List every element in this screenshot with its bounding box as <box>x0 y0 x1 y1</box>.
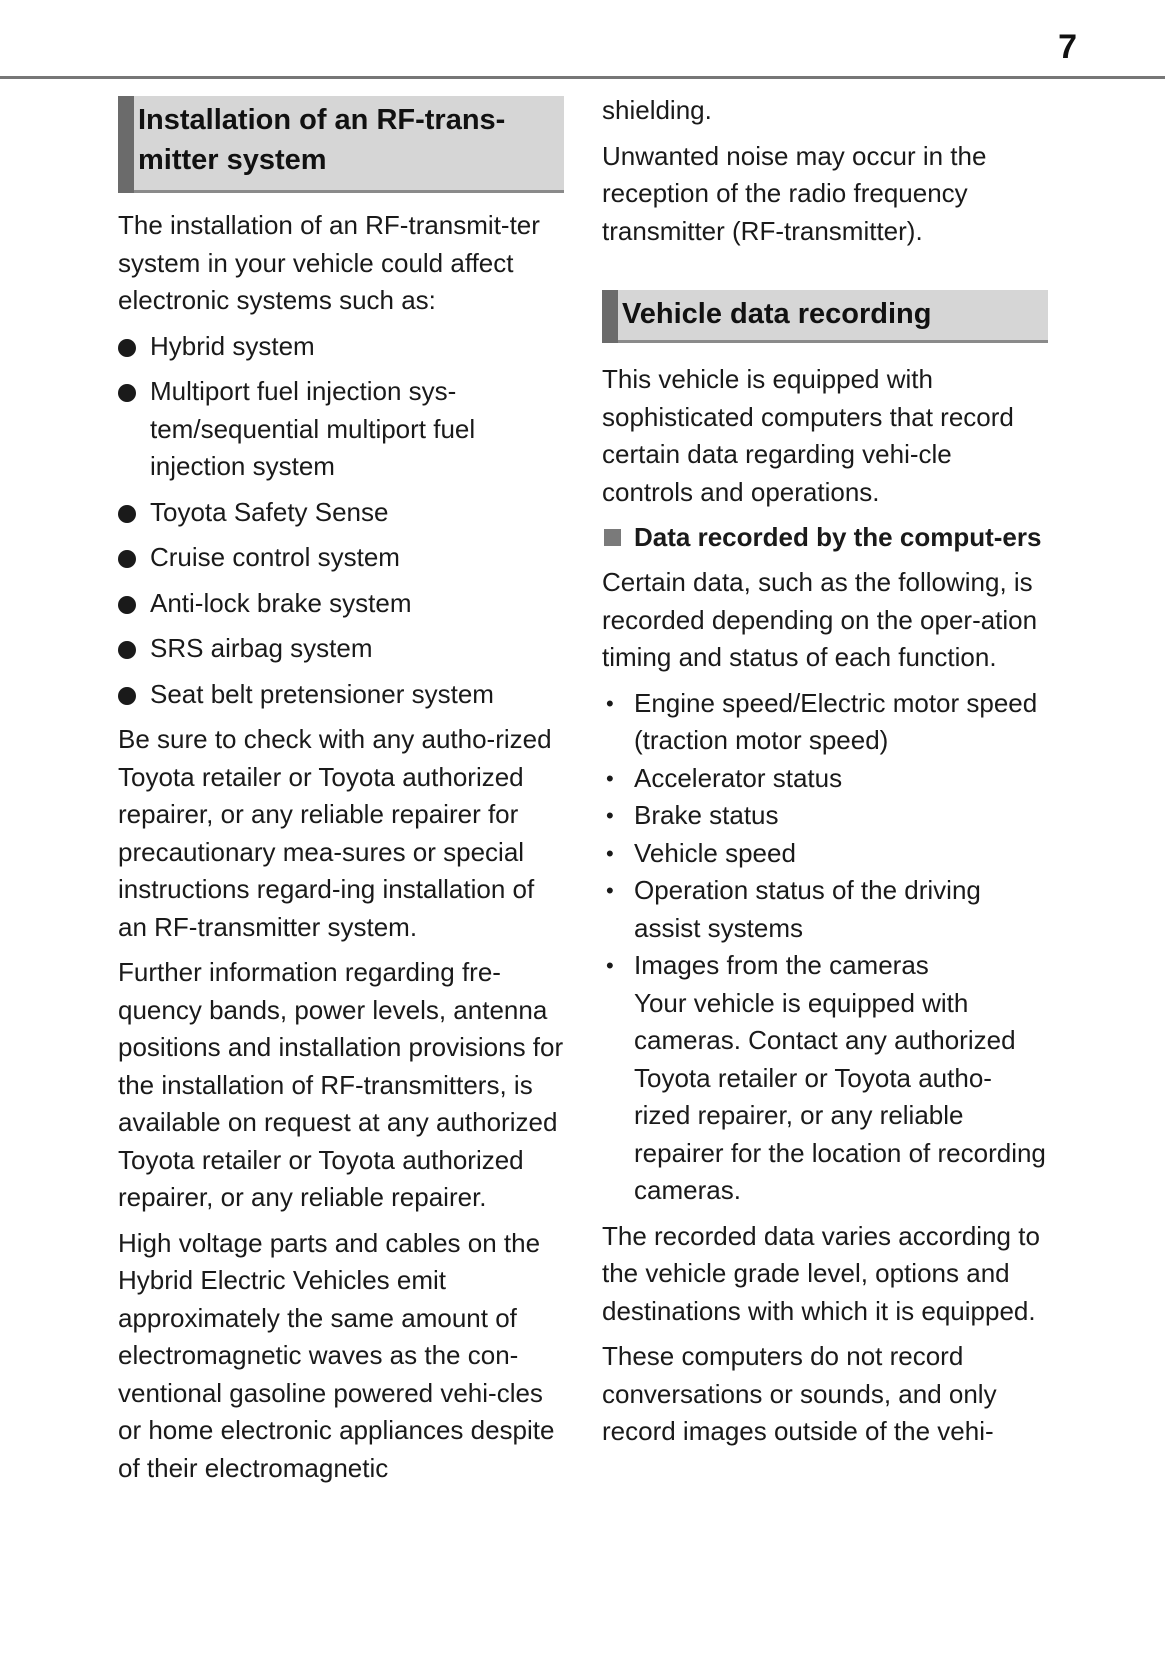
subheading-data-recorded: Data recorded by the comput-ers <box>602 519 1048 556</box>
left-column <box>118 96 564 1495</box>
heading-line-1: Installation of an RF-trans- <box>138 104 506 136</box>
list-item: • Accelerator status <box>602 760 1048 798</box>
bullet-icon <box>118 641 136 659</box>
bullet-icon <box>118 687 136 705</box>
list-item: • Brake status <box>602 797 1048 835</box>
recorded-data-list <box>602 685 1048 1210</box>
heading-line-2: mitter system <box>138 144 327 176</box>
list-item: Hybrid system <box>118 328 564 366</box>
bullet-icon: • <box>606 840 614 866</box>
bullet-icon: • <box>606 803 614 828</box>
certain-data-paragraph: Certain data, such as the following, is recorded depending on the oper-ation timing and status of each function. <box>602 567 1038 672</box>
affected-systems-list <box>118 328 564 714</box>
noise-paragraph: Unwanted noise may occur in the reception of the radio frequency transmitter (RF-transmitter). <box>602 140 987 246</box>
bullet-icon: • <box>606 765 614 791</box>
list-item: • Vehicle speed <box>602 835 1048 873</box>
list-item: Anti-lock brake system <box>118 585 564 623</box>
list-item: Cruise control system <box>118 539 564 577</box>
header-rule <box>0 76 1165 79</box>
bullet-icon <box>118 505 136 523</box>
high-voltage-paragraph: High voltage parts and cables on the Hybrid Electric Vehicles emit approximately the same amount of electromagnetic waves as the con-ventional gasoline powered vehi-cles or home electronic appliances despite of their electromagnetic <box>118 1227 555 1483</box>
list-item: SRS airbag system <box>118 630 564 668</box>
cameras-note: Your vehicle is equipped with cameras. Contact any authorized Toyota retailer or Toyota autho-rized repairer, or any reliable repairer for the location of recording cameras. <box>634 987 1046 1205</box>
bullet-icon: • <box>606 953 614 978</box>
continuation-text: shielding. <box>602 95 712 125</box>
square-bullet-icon <box>604 529 621 546</box>
section-heading-vehicle-data: Vehicle data recording <box>602 290 1048 343</box>
check-retailer-paragraph: Be sure to check with any autho-rized Toyota retailer or Toyota authorized repairer, or any reliable repairer for precautionary mea-sures or special instructions regard-ing installation of an RF-transmitter system. <box>118 724 552 942</box>
page-number: 7 <box>1058 28 1077 66</box>
bullet-icon <box>118 596 136 614</box>
list-item: • Images from the cameras Your vehicle is equipped with cameras. Contact any authorized Toyota retailer or Toyota autho-rized repairer, or any reliable repairer for the location of recording cameras. <box>602 947 1048 1210</box>
further-info-paragraph: Further information regarding fre-quency bands, power levels, antenna positions and installation provisions for the installation of RF-transmitters, is available on request at any authorized Toyota retailer or Toyota authorized repairer, or any reliable repairer. <box>118 957 564 1212</box>
right-column <box>602 92 1048 1459</box>
bullet-icon <box>118 384 136 402</box>
data-varies-paragraph: The recorded data varies according to the vehicle grade level, options and destinations with which it is equipped. <box>602 1220 1040 1326</box>
list-item: • Engine speed/Electric motor speed (traction motor speed) <box>602 685 1048 760</box>
list-item: Seat belt pretensioner system <box>118 676 564 714</box>
bullet-icon: • <box>606 690 614 716</box>
list-item: Toyota Safety Sense <box>118 494 564 532</box>
bullet-icon: • <box>606 878 614 903</box>
not-record-paragraph: These computers do not record conversations or sounds, and only record images outside of the vehi- <box>602 1341 997 1446</box>
rf-intro: The installation of an RF-transmit-ter system in your vehicle could affect electronic systems such as: <box>118 210 540 315</box>
bullet-icon <box>118 339 136 357</box>
list-item: Multiport fuel injection sys-tem/sequential multiport fuel injection system <box>118 373 564 486</box>
bullet-icon <box>118 550 136 568</box>
vehicle-data-intro: This vehicle is equipped with sophisticated computers that record certain data regarding vehi-cle controls and operations. <box>602 364 1014 507</box>
section-heading-rf-transmitter <box>118 96 564 193</box>
list-item: • Operation status of the driving assist systems <box>602 872 1048 947</box>
